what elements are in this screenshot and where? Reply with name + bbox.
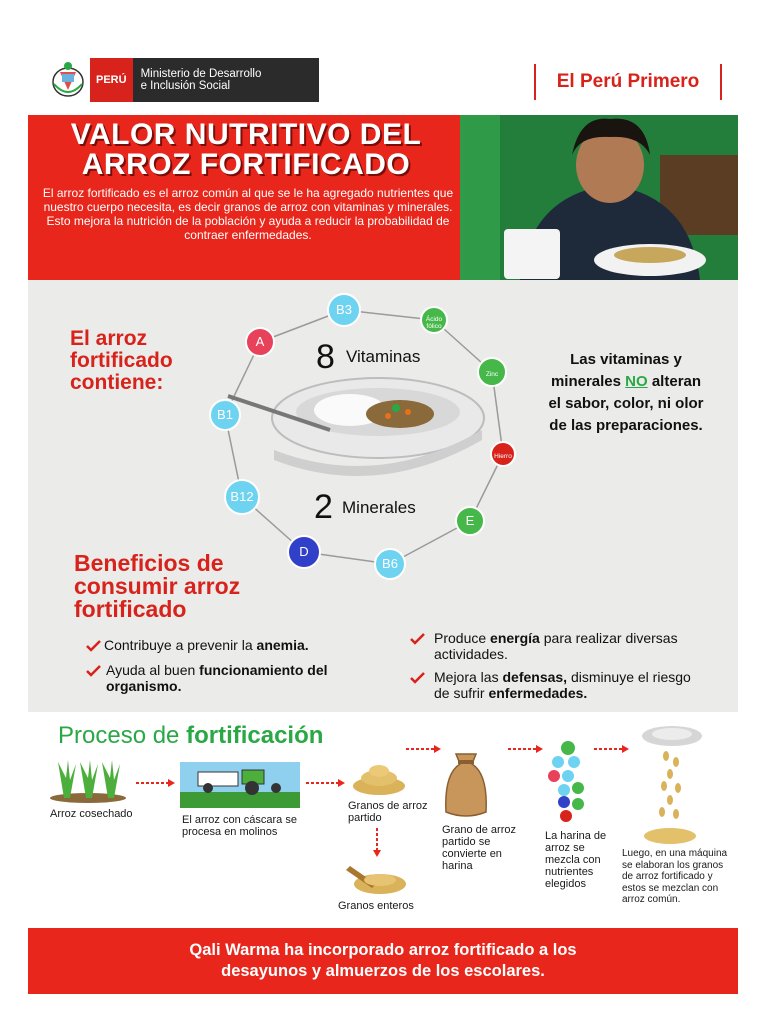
minerals-label: Minerales: [342, 498, 416, 517]
benefit-organism-text: Ayuda al buen: [106, 662, 196, 678]
broken-grains-icon: [350, 756, 408, 796]
nutrient-badge: [478, 358, 506, 386]
check-icon: [410, 672, 425, 684]
harvested-rice-icon: [48, 758, 128, 804]
benefit-organism-bold: funcionamiento del organismo.: [106, 662, 328, 694]
nutrient-label: B3: [336, 302, 352, 317]
benefit-organism: [106, 662, 368, 694]
step-mill-label: El arroz con cáscara se procesa en molinos: [182, 814, 297, 838]
note-no: NO: [625, 373, 648, 390]
ministry-line-1: Ministerio de Desarrollo: [140, 68, 262, 80]
nutrient-label: B12: [230, 489, 254, 504]
benefit-anemia: [104, 637, 384, 653]
benefit-energy-bold: energía: [490, 630, 540, 646]
nutrient-label: B1: [217, 407, 233, 422]
arrow-icon: [306, 778, 346, 788]
rice-plate-image: [228, 378, 484, 476]
photo-illustration: [460, 115, 738, 280]
note-text-end: alteran el sabor, color, ni olor de las preparaciones.: [548, 373, 704, 434]
nutrient-label: D: [299, 544, 309, 559]
nutrient-badge: [225, 480, 259, 514]
nutrient-mix-icon: [544, 740, 592, 824]
nutrient-label: Zinc: [485, 371, 499, 378]
step-flour-label: Grano de arroz partido se convierte en harina: [442, 824, 516, 872]
footer-banner: [28, 928, 738, 994]
benefit-defenses-bold2: enfermedades.: [488, 685, 588, 701]
ministry-line-2: e Inclusión Social: [140, 80, 231, 92]
step-whole-label: Granos enteros: [338, 900, 414, 912]
nutrient-badge: [421, 307, 447, 333]
benefit-anemia-text: Contribuye a prevenir la: [104, 637, 253, 653]
header: [0, 0, 768, 110]
arrow-icon: [406, 744, 442, 754]
flour-sack-icon: [442, 750, 490, 820]
benefit-defenses-bold: defensas,: [502, 669, 568, 685]
arrow-down-icon: [372, 828, 382, 858]
vitamins-label: Vitaminas: [346, 347, 421, 366]
arrow-icon: [594, 744, 630, 754]
brand-logo: El Perú Primero: [534, 64, 722, 100]
benefit-defenses-mid: disminuye el riesgo de sufrir: [434, 669, 691, 701]
benefit-anemia-bold: anemia.: [256, 637, 309, 653]
step-broken-label: Granos de arroz partido: [348, 800, 428, 824]
child-eating-photo: [460, 115, 738, 280]
nutrient-label: Ácido fólico: [425, 316, 443, 330]
page-title: [28, 120, 464, 180]
note-text-start: Las vitaminas y minerales: [550, 351, 682, 390]
peru-crest-icon: [50, 60, 86, 100]
arrow-icon: [136, 778, 176, 788]
nutrient-label: Hierro: [494, 453, 512, 460]
whole-grains-icon: [346, 858, 408, 896]
tractor-icon: [180, 762, 300, 808]
nutrient-label: A: [255, 334, 265, 349]
nutrient-badge: [456, 507, 484, 535]
process-title-light: Proceso de: [58, 722, 180, 749]
contains-heading: El arroz fortificado contiene:: [70, 327, 173, 394]
vitamins-count: 8: [316, 338, 335, 376]
nutrient-ring: [200, 290, 530, 590]
falling-grains-icon: [636, 726, 706, 846]
nutrient-badge: [491, 442, 515, 466]
benefit-energy-rest: para realizar diversas actividades.: [434, 630, 678, 662]
benefit-energy: [434, 630, 694, 662]
check-icon: [410, 633, 425, 645]
nutrient-badge: [246, 328, 274, 356]
benefit-defenses-text: Mejora las: [434, 669, 499, 685]
nutrient-label: B6: [382, 556, 398, 571]
check-icon: [86, 640, 101, 652]
benefits-title: Beneficios de consumir arroz fortificado: [74, 550, 241, 622]
step-harvest-label: Arroz cosechado: [50, 808, 133, 820]
process-title: [58, 722, 323, 750]
check-icon: [86, 665, 101, 677]
footer-line-2: desayunos y almuerzos de los escolares.: [221, 962, 545, 980]
process-title-bold: fortificación: [186, 722, 324, 749]
flavor-note: [546, 349, 706, 437]
benefit-defenses: [434, 669, 702, 701]
peru-label: PERÚ: [90, 58, 133, 102]
title-line-1: VALOR NUTRITIVO DEL: [70, 118, 422, 151]
nutrient-badge: [375, 549, 405, 579]
nutrient-badge: [328, 294, 360, 326]
ministry-name: [133, 58, 319, 102]
footer-line-1: Qali Warma ha incorporado arroz fortificado a los: [189, 941, 577, 959]
step-final-label: Luego, en una máquina se elaboran los granos de arroz fortificado y estos se mezclan con arroz común.: [622, 848, 728, 905]
nutrient-badge: [210, 400, 240, 430]
benefit-energy-text: Produce: [434, 630, 487, 646]
nutrient-label: E: [465, 513, 475, 528]
government-logo: [50, 58, 319, 102]
step-mix-label: La harina de arroz se mezcla con nutrientes elegidos: [545, 830, 607, 890]
title-line-2: ARROZ FORTIFICADO: [81, 148, 411, 181]
arrow-icon: [508, 744, 544, 754]
intro-text: El arroz fortificado es el arroz común al que se le ha agregado nutrientes que nuestro cuerpo necesita, es decir granos de arroz con vitaminas y minerales. Esto mejora la nutrición de la población y ayuda a reducir la probabilidad de contraer enfermedades.: [42, 186, 454, 242]
minerals-count: 2: [314, 488, 333, 526]
